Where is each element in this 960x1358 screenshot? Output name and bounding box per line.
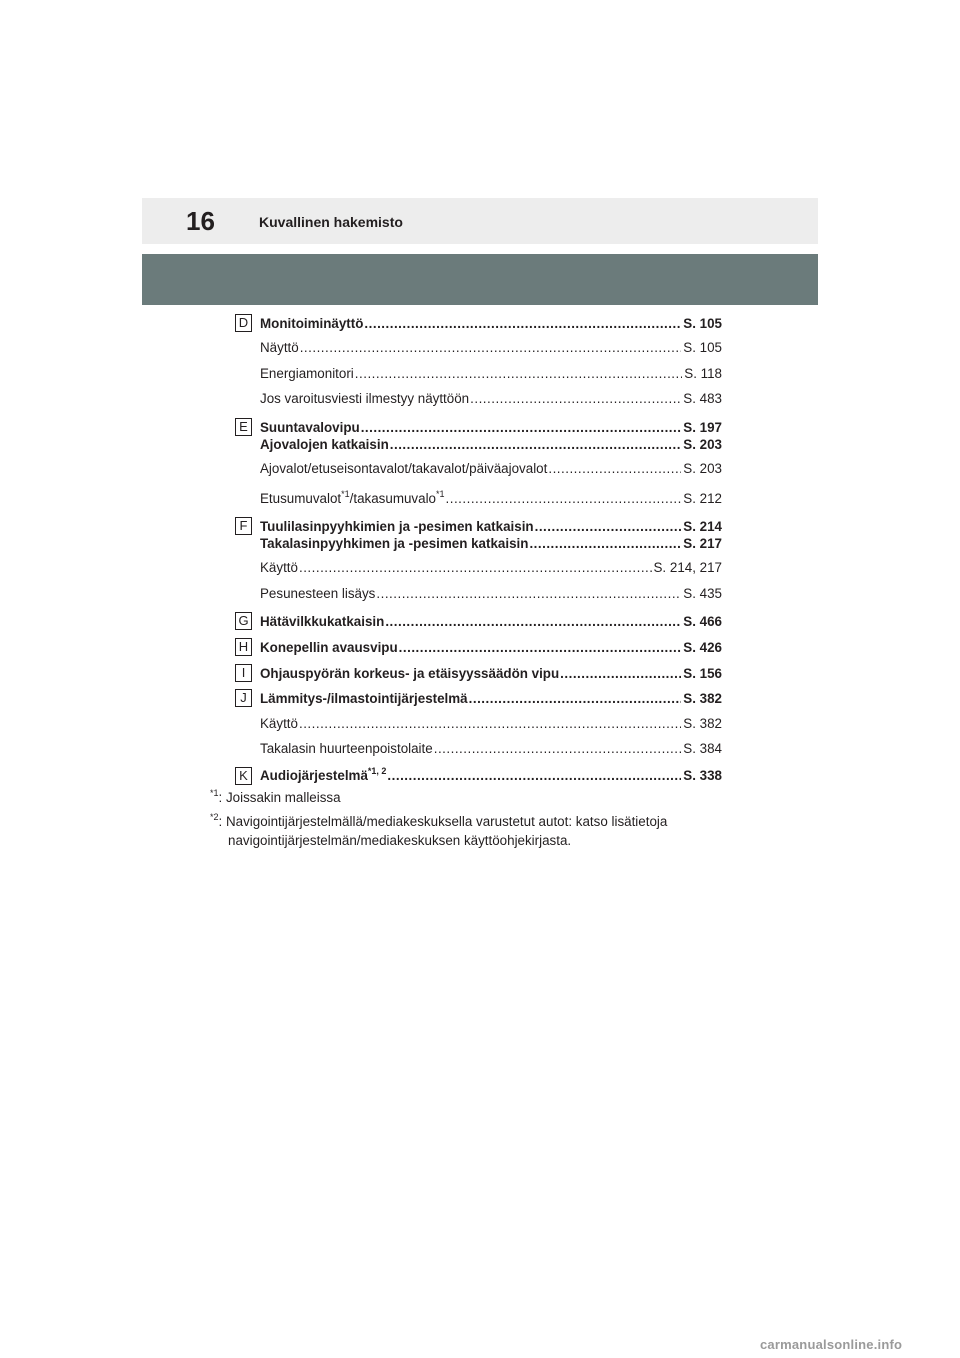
leader-dots (361, 419, 682, 436)
entry-page-ref: S. 214, 217 (653, 560, 722, 575)
section-letter-g: G (235, 612, 252, 630)
entry-label: Pesunesteen lisäys (260, 586, 376, 601)
index-entry[interactable] (260, 639, 722, 656)
entry-page-ref: S. 118 (684, 366, 722, 381)
entry-label: Konepellin avausvipu (260, 640, 398, 655)
index-entry[interactable] (260, 613, 722, 630)
leader-dots (469, 690, 682, 707)
section-band (142, 254, 818, 305)
entry-label: Suuntavalovipu (260, 420, 360, 435)
entry-page-ref: S. 435 (683, 586, 722, 601)
leader-dots (560, 665, 681, 682)
leader-dots (434, 740, 682, 757)
entry-label: Käyttö (260, 560, 298, 575)
index-entry[interactable] (260, 665, 722, 682)
index-entry[interactable] (260, 490, 722, 507)
footnote-mark: *1, 2 (367, 765, 387, 776)
entry-label (260, 767, 386, 784)
entry-label-part: Audiojärjestelmä (260, 768, 368, 783)
entry-label: Lämmitys-/ilmastointijärjestelmä (260, 691, 468, 706)
entry-page-ref: S. 382 (683, 716, 722, 731)
entry-page-ref: S. 203 (683, 437, 722, 452)
entry-label-part: /takasumuvalo (349, 491, 436, 506)
leader-dots (535, 518, 682, 535)
index-entry[interactable] (260, 690, 722, 707)
section-letter-k: K (235, 767, 252, 785)
section-letter-f: F (235, 517, 252, 535)
leader-dots (446, 490, 682, 507)
leader-dots (390, 436, 682, 453)
section-letter-j: J (235, 689, 252, 707)
entry-page-ref: S. 214 (683, 519, 722, 534)
index-entry[interactable] (260, 315, 722, 332)
entry-label: Takalasin huurteenpoistolaite (260, 741, 433, 756)
watermark: carmanualsonline.info (760, 1337, 903, 1352)
footnote-text: : Joissakin malleissa (218, 790, 341, 805)
page-number: 16 (186, 206, 215, 236)
entry-label: Käyttö (260, 716, 298, 731)
index-entry[interactable] (260, 339, 722, 356)
entry-page-ref: S. 203 (683, 461, 722, 476)
entry-label-part: Etusumuvalot (260, 491, 342, 506)
entry-page-ref: S. 105 (683, 316, 722, 331)
entry-page-ref: S. 426 (683, 640, 722, 655)
entry-label: Ohjauspyörän korkeus- ja etäisyyssäädön vipu (260, 666, 560, 681)
leader-dots (364, 315, 681, 332)
section-letter-h: H (235, 638, 252, 656)
index-entry[interactable] (260, 365, 722, 382)
footnote-mark: *1 (436, 488, 445, 499)
index-entry[interactable] (260, 767, 722, 784)
footnote-2-continuation: navigointijärjestelmän/mediakeskuksen käyttöohjekirjasta. (228, 833, 572, 848)
entry-page-ref: S. 156 (683, 666, 722, 681)
entry-label: Jos varoitusviesti ilmestyy näyttöön (260, 391, 470, 406)
entry-label: Hätävilkkukatkaisin (260, 614, 385, 629)
section-letter-i: I (235, 664, 252, 682)
section-letter-d: D (235, 314, 252, 332)
index-entry[interactable] (260, 460, 722, 477)
entry-page-ref: S. 197 (683, 420, 722, 435)
leader-dots (299, 715, 681, 732)
entry-label: Ajovalojen katkaisin (260, 437, 389, 452)
leader-dots (387, 767, 681, 784)
leader-dots (548, 460, 681, 477)
entry-page-ref: S. 483 (683, 391, 722, 406)
leader-dots (376, 585, 681, 602)
entry-label: Takalasinpyyhkimen ja -pesimen katkaisin (260, 536, 529, 551)
footnote-mark: *1 (210, 787, 219, 798)
entry-label: Ajovalot/etuseisontavalot/takavalot/päiväajovalot (260, 461, 548, 476)
leader-dots (385, 613, 681, 630)
index-entry[interactable] (260, 740, 722, 757)
entry-label (260, 490, 445, 507)
entry-page-ref: S. 382 (683, 691, 722, 706)
leader-dots (299, 559, 652, 576)
index-entry[interactable] (260, 436, 722, 453)
leader-dots (529, 535, 681, 552)
footnote-mark: *2 (210, 811, 219, 822)
index-entry[interactable] (260, 518, 722, 535)
entry-page-ref: S. 105 (683, 340, 722, 355)
footnote-1 (210, 789, 770, 807)
leader-dots (470, 390, 681, 407)
entry-label: Monitoiminäyttö (260, 316, 364, 331)
footnote-2 (210, 813, 770, 831)
footnote-mark: *1 (341, 488, 350, 499)
index-entry[interactable] (260, 715, 722, 732)
entry-label: Energiamonitori (260, 366, 354, 381)
leader-dots (355, 365, 682, 382)
entry-label: Näyttö (260, 340, 299, 355)
leader-dots (399, 639, 682, 656)
footnote-text: : Navigointijärjestelmällä/mediakeskuksella varustetut autot: katso lisätietoja (218, 814, 668, 829)
entry-page-ref: S. 384 (683, 741, 722, 756)
index-entry[interactable] (260, 559, 722, 576)
index-entry[interactable] (260, 390, 722, 407)
index-entry[interactable] (260, 535, 722, 552)
index-entry[interactable] (260, 419, 722, 436)
index-entry[interactable] (260, 585, 722, 602)
entry-label: Tuulilasinpyyhkimien ja -pesimen katkaisin (260, 519, 534, 534)
leader-dots (300, 339, 682, 356)
entry-page-ref: S. 217 (683, 536, 722, 551)
entry-page-ref: S. 212 (683, 491, 722, 506)
entry-page-ref: S. 466 (683, 614, 722, 629)
entry-page-ref: S. 338 (683, 768, 722, 783)
page-header (142, 198, 818, 244)
header-title: Kuvallinen hakemisto (259, 214, 403, 230)
section-letter-e: E (235, 418, 252, 436)
